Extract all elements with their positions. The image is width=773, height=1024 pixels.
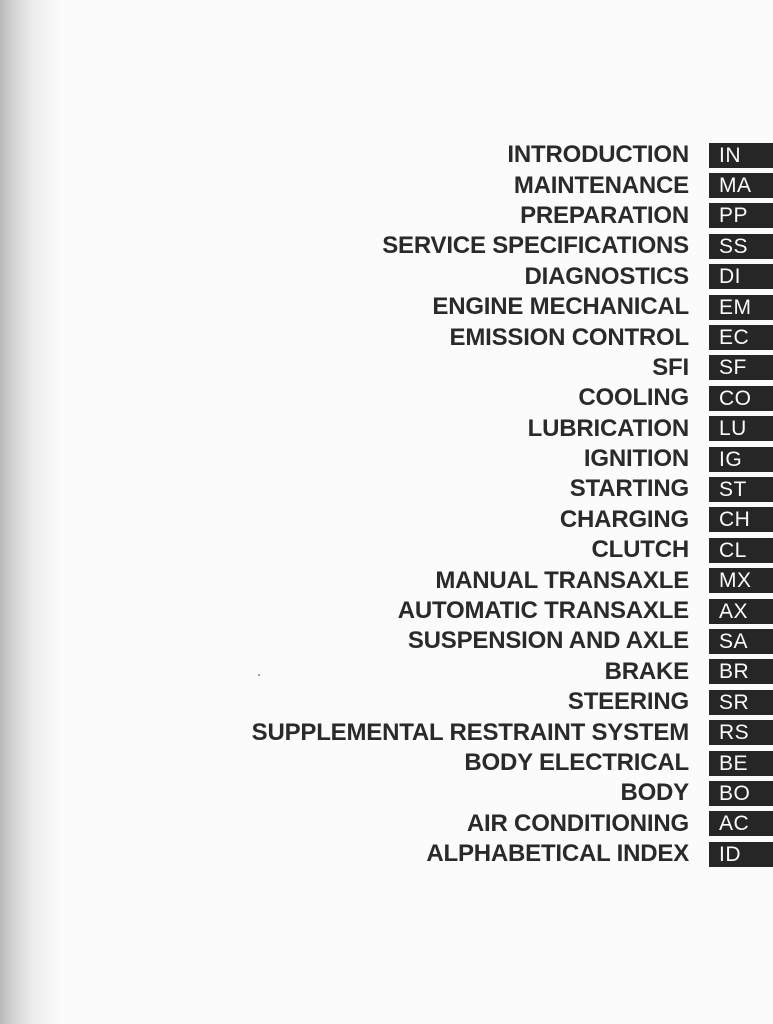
toc-row xyxy=(150,262,773,292)
section-tab[interactable]: RS xyxy=(709,720,773,745)
section-title[interactable]: BODY ELECTRICAL xyxy=(464,749,689,776)
section-tab[interactable]: DI xyxy=(709,264,773,289)
section-tab[interactable]: AC xyxy=(709,811,773,836)
section-title[interactable]: LUBRICATION xyxy=(527,414,689,442)
section-tab[interactable]: BE xyxy=(709,751,773,776)
toc-row xyxy=(150,322,773,352)
section-tab[interactable]: SR xyxy=(709,690,773,715)
toc-row xyxy=(150,748,773,778)
section-title[interactable]: MANUAL TRANSAXLE xyxy=(435,566,689,594)
section-tab[interactable]: ST xyxy=(709,477,773,502)
section-tab[interactable]: SS xyxy=(709,234,773,259)
section-title[interactable]: STARTING xyxy=(569,475,689,503)
toc-row xyxy=(150,414,773,444)
section-tab[interactable]: EC xyxy=(709,325,773,350)
toc-row xyxy=(150,383,773,413)
section-title[interactable]: BODY xyxy=(620,779,689,807)
section-title[interactable]: PREPARATION xyxy=(520,201,689,229)
toc-row xyxy=(150,231,773,261)
section-title[interactable]: SUPPLEMENTAL RESTRAINT SYSTEM xyxy=(251,718,689,746)
binding-shadow xyxy=(0,0,60,1024)
toc-row xyxy=(150,353,773,383)
section-tab[interactable]: BR xyxy=(709,659,773,684)
section-tab[interactable]: IN xyxy=(709,143,773,168)
section-tab[interactable]: MA xyxy=(709,173,773,198)
section-tab[interactable]: PP xyxy=(709,203,773,228)
toc-row xyxy=(150,809,773,839)
section-title[interactable]: SUSPENSION AND AXLE xyxy=(407,627,689,655)
toc-row xyxy=(150,596,773,626)
section-tab[interactable]: AX xyxy=(709,599,773,624)
section-title[interactable]: SFI xyxy=(652,353,689,381)
toc-row xyxy=(150,140,773,170)
toc-row xyxy=(150,687,773,717)
section-tab[interactable]: ID xyxy=(709,842,773,867)
toc-row xyxy=(150,839,773,869)
section-title[interactable]: BRAKE xyxy=(604,657,689,685)
toc-row xyxy=(150,292,773,322)
section-tab[interactable]: SA xyxy=(709,629,773,654)
section-tab[interactable]: CH xyxy=(709,507,773,532)
section-tab[interactable]: CL xyxy=(709,538,773,563)
section-tab[interactable]: CO xyxy=(709,386,773,411)
toc-row xyxy=(150,626,773,656)
section-title[interactable]: EMISSION CONTROL xyxy=(449,323,689,351)
toc-row xyxy=(150,657,773,687)
section-tab[interactable]: IG xyxy=(709,447,773,472)
section-tab[interactable]: SF xyxy=(709,355,773,380)
section-title[interactable]: STEERING xyxy=(567,688,689,716)
section-tab[interactable]: BO xyxy=(709,781,773,806)
toc-row xyxy=(150,717,773,747)
section-title[interactable]: CHARGING xyxy=(559,505,689,533)
section-title[interactable]: CLUTCH xyxy=(591,536,689,564)
toc-row xyxy=(150,535,773,565)
section-tab[interactable]: MX xyxy=(709,568,773,593)
toc-row xyxy=(150,505,773,535)
toc-row xyxy=(150,170,773,200)
section-tab[interactable]: EM xyxy=(709,295,773,320)
toc-row xyxy=(150,201,773,231)
toc-row xyxy=(150,565,773,595)
section-title[interactable]: MAINTENANCE xyxy=(513,171,689,199)
section-title[interactable]: ENGINE MECHANICAL xyxy=(432,293,689,321)
section-title[interactable]: ALPHABETICAL INDEX xyxy=(426,840,689,868)
toc-row xyxy=(150,444,773,474)
section-tab[interactable]: LU xyxy=(709,416,773,441)
section-title[interactable]: COOLING xyxy=(578,384,689,412)
section-title[interactable]: AIR CONDITIONING xyxy=(466,809,689,837)
section-index xyxy=(150,140,773,869)
section-title[interactable]: SERVICE SPECIFICATIONS xyxy=(382,232,689,260)
section-title[interactable]: AUTOMATIC TRANSAXLE xyxy=(397,597,689,625)
toc-row xyxy=(150,474,773,504)
section-title[interactable]: DIAGNOSTICS xyxy=(524,262,689,290)
section-title[interactable]: INTRODUCTION xyxy=(507,141,689,169)
section-title[interactable]: IGNITION xyxy=(583,445,689,473)
toc-row xyxy=(150,778,773,808)
